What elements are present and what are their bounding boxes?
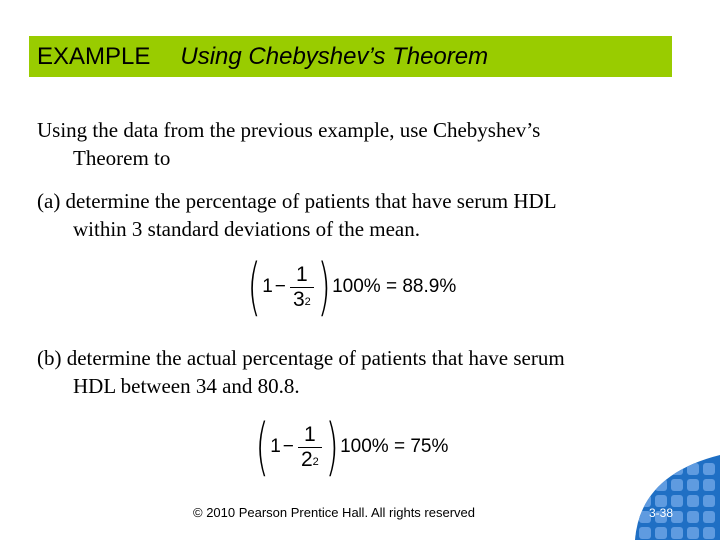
formula-b-one: 1 [270,436,281,457]
formula-a [246,250,457,323]
formula-b-result: 100% = 75% [340,436,449,457]
corner-decoration-icon [635,455,720,540]
part-b-line-1: (b) determine the actual percentage of patients that have serum [37,346,565,370]
left-paren: ( [247,250,261,323]
title-bar [29,36,672,77]
formula-b-fraction [298,423,322,472]
formula-b-numerator: 1 [304,422,316,446]
formula-b-minus: − [282,436,294,457]
intro-line-1: Using the data from the previous example, use Chebyshev’s [37,118,541,142]
footer-copyright: © 2010 Pearson Prentice Hall. All rights reserved [193,505,475,520]
part-b-line-2: HDL between 34 and 80.8. [73,374,300,398]
formula-b-exponent: 2 [312,455,319,468]
formula-a-one: 1 [262,276,273,297]
title-main: Using Chebyshev’s Theorem [180,42,489,70]
formula-a-exponent: 2 [304,295,311,308]
part-a-paragraph [37,187,677,243]
formula-a-numerator: 1 [296,262,308,286]
formula-b-denominator [301,448,319,472]
formula-a-result: 100% = 88.9% [332,276,457,297]
right-paren: ) [317,250,331,323]
title-prefix: EXAMPLE [37,42,151,70]
part-a-line-2: within 3 standard deviations of the mean. [73,217,421,241]
formula-b-base: 2 [300,447,313,471]
formula-a-minus: − [274,276,286,297]
formula-b [254,410,449,483]
right-paren: ) [325,410,339,483]
formula-a-denominator [293,288,311,312]
left-paren: ( [255,410,269,483]
formula-a-base: 3 [292,287,305,311]
formula-a-fraction [290,263,314,312]
part-b-paragraph [37,344,677,400]
page-number: 3-38 [649,506,674,520]
intro-line-2: Theorem to [73,146,171,170]
part-a-line-1: (a) determine the percentage of patients that have serum HDL [37,189,557,213]
intro-paragraph [37,116,677,172]
